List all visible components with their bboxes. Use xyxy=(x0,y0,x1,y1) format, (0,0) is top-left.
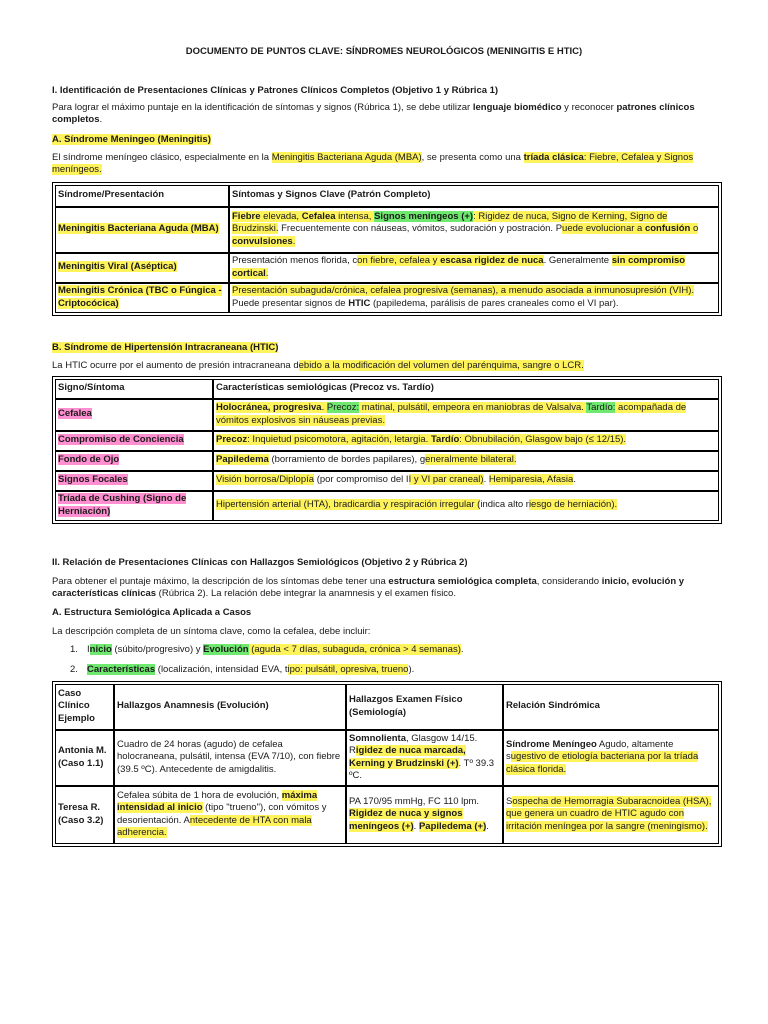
table-header: Síndrome/Presentación xyxy=(55,185,229,207)
subsection-b-heading: B. Síndrome de Hipertensión Intracraneana (HTIC) xyxy=(52,342,279,353)
table-header: Hallazgos Examen Físico (Semiología) xyxy=(346,684,503,730)
table-header: Hallazgos Anamnesis (Evolución) xyxy=(114,684,346,730)
table-row: Meningitis Viral (Aséptica) Presentación menos florida, con fiebre, cefalea y escasa rigidez de nuca. Generalmente sin compromiso cortical. xyxy=(55,253,719,283)
cases-table xyxy=(52,681,722,847)
table-row: Signos Focales Visión borrosa/Diplopía (por compromiso del II y VI par craneal). Hemiparesia, Afasia. xyxy=(55,471,719,491)
subsection-b-text: La HTIC ocurre por el aumento de presión intracraneana debido a la modificación del volumen del parénquima, sangre o LCR. xyxy=(52,360,584,371)
htic-table xyxy=(52,376,722,524)
section-2-subsection-a-text: La descripción completa de un síntoma clave, como la cefalea, debe incluir: xyxy=(52,626,371,637)
table-row: Fondo de Ojo Papiledema (borramiento de bordes papilares), generalmente bilateral. xyxy=(55,451,719,471)
semiology-list xyxy=(52,644,716,685)
table-header: Relación Sindrómica xyxy=(503,684,719,730)
table-row: Tríada de Cushing (Signo de Herniación) Hipertensión arterial (HTA), bradicardia y respiración irregular (indica alto riesgo de herniación). xyxy=(55,491,719,521)
meningitis-table xyxy=(52,182,722,316)
table-header: Signo/Síntoma xyxy=(55,379,213,399)
document-title: DOCUMENTO DE PUNTOS CLAVE: SÍNDROMES NEUROLÓGICOS (MENINGITIS E HTIC) xyxy=(185,46,583,57)
subsection-a-heading: A. Síndrome Meningeo (Meningitis) xyxy=(52,134,211,145)
list-item: 1. Inicio (súbito/progresivo) y Evolución (aguda < 7 días, subaguda, crónica > 4 semanas). xyxy=(70,644,464,655)
table-row: Meningitis Bacteriana Aguda (MBA) Fiebre elevada, Cefalea intensa, Signos meníngeos (+): Rigidez de nuca, Signo de Kerning, Signo de Brudzinski. Frecuentemente con náuseas, vómitos, sudoración y postración. Puede evolucionar a confusión o convulsiones. xyxy=(55,207,719,253)
table-header: Características semiológicas (Precoz vs. Tardío) xyxy=(213,379,719,399)
table-header: Caso Clínico Ejemplo xyxy=(55,684,114,730)
table-row: Meningitis Crónica (TBC o Fúngica - Criptocócica) Presentación subaguda/crónica, cefalea progresiva (semanas), a menudo asociada a inmunosupresión (VIH). Puede presentar signos de HTIC (papiledema, parálisis de pares craneales como el VI par). xyxy=(55,283,719,313)
section-2-intro: Para obtener el puntaje máximo, la descripción de los síntomas debe tener una estructura semiológica completa, considerando inicio, evolución y características clínicas (Rúbrica 2). La relación debe integrar la anamnesis y el examen físico. xyxy=(52,576,685,600)
section-2-subsection-a-heading: A. Estructura Semiológica Aplicada a Casos xyxy=(52,607,252,618)
table-row: Antonia M. (Caso 1.1) Cuadro de 24 horas (agudo) de cefalea holocraneana, pulsátil, intensa (EVA 7/10), con fiebre (39.5 ºC). Antecedente de amigdalitis. Somnolienta, Glasgow 14/15. Rigidez de nuca marcada, Kerning y Brudzinski (+). Tº 39.3 ºC. Síndrome Meníngeo Agudo, altamente sugestivo de etiología bacteriana por la tríada clásica florida. xyxy=(55,730,719,786)
section-1-intro: Para lograr el máximo puntaje en la identificación de síntomas y signos (Rúbrica 1), se debe utilizar lenguaje biomédico y reconocer patrones clínicos completos. xyxy=(52,102,695,126)
table-row: Compromiso de Conciencia Precoz: Inquietud psicomotora, agitación, letargia. Tardío: Obnubilación, Glasgow bajo (≤ 12/15). xyxy=(55,431,719,451)
table-row: Cefalea Holocránea, progresiva. Precoz: matinal, pulsátil, empeora en maniobras de Valsalva. Tardío: acompañada de vómitos explosivos sin náuseas previas. xyxy=(55,399,719,431)
section-1-heading: I. Identificación de Presentaciones Clínicas y Patrones Clínicos Completos (Objetivo 1 y Rúbrica 1) xyxy=(52,85,499,96)
table-row: Teresa R. (Caso 3.2) Cefalea súbita de 1 hora de evolución, máxima intensidad al inicio (tipo "trueno"), con vómitos y desorientación. Antecedente de HTA con mala adherencia. PA 170/95 mmHg, FC 110 lpm. Rigidez de nuca y signos meníngeos (+). Papiledema (+). Sospecha de Hemorragia Subaracnoidea (HSA), que genera un cuadro de HTIC agudo con irritación meníngea por la sangre (meningismo). xyxy=(55,786,719,844)
list-item: 2. Características (localización, intensidad EVA, tipo: pulsátil, opresiva, trueno). xyxy=(70,664,415,676)
section-2-heading: II. Relación de Presentaciones Clínicas con Hallazgos Semiológicos (Objetivo 2 y Rúbrica 2) xyxy=(52,557,468,568)
table-header: Síntomas y Signos Clave (Patrón Completo) xyxy=(229,185,719,207)
subsection-a-text: El síndrome meníngeo clásico, especialmente en la Meningitis Bacteriana Aguda (MBA), se presenta como una tríada clásica: Fiebre, Cefalea y Signos meníngeos. xyxy=(52,152,694,176)
